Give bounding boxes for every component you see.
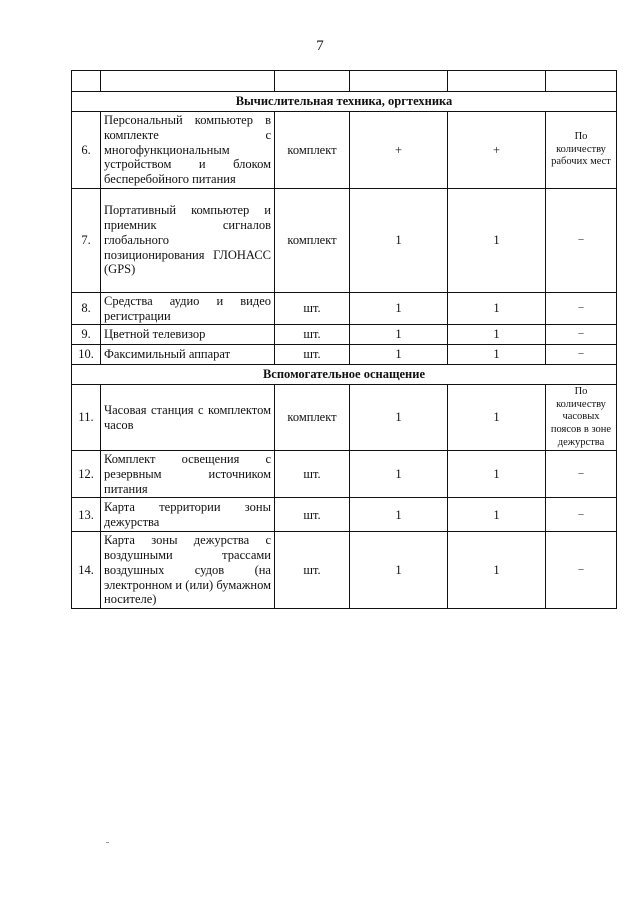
table-row xyxy=(72,451,617,498)
item-name: Средства аудио и видео регистрации xyxy=(101,292,275,325)
page-number: 7 xyxy=(316,38,324,54)
row-number: 13. xyxy=(72,498,101,532)
item-quantity-2: + xyxy=(448,112,546,189)
item-note: – xyxy=(546,325,617,345)
section-row xyxy=(72,92,617,112)
item-quantity-2: 1 xyxy=(448,451,546,498)
item-note: – xyxy=(546,498,617,532)
item-quantity-1: + xyxy=(350,112,448,189)
section-row xyxy=(72,365,617,385)
item-unit: шт. xyxy=(275,532,350,609)
row-number: 11. xyxy=(72,385,101,451)
item-note: – xyxy=(546,292,617,325)
item-quantity-1: 1 xyxy=(350,532,448,609)
row-number: 7. xyxy=(72,188,101,292)
item-quantity-2: 1 xyxy=(448,498,546,532)
item-unit: комплект xyxy=(275,188,350,292)
item-unit: комплект xyxy=(275,385,350,451)
item-quantity-1: 1 xyxy=(350,498,448,532)
equipment-table xyxy=(71,70,617,609)
row-number: 14. xyxy=(72,532,101,609)
item-note: – xyxy=(546,532,617,609)
item-quantity-1: 1 xyxy=(350,345,448,365)
row-number: 12. xyxy=(72,451,101,498)
table-header-row xyxy=(72,71,617,92)
item-quantity-1: 1 xyxy=(350,292,448,325)
item-quantity-2: 1 xyxy=(448,325,546,345)
item-unit: шт. xyxy=(275,451,350,498)
table-row xyxy=(72,112,617,189)
row-number: 9. xyxy=(72,325,101,345)
item-note: По количеству часовых поясов в зоне дежурства xyxy=(546,385,617,451)
item-unit: шт. xyxy=(275,325,350,345)
row-number: 6. xyxy=(72,112,101,189)
table-row xyxy=(72,345,617,365)
table-row xyxy=(72,532,617,609)
table-row xyxy=(72,292,617,325)
scan-mark xyxy=(106,842,109,843)
item-name: Портативный компьютер и приемник сигналов глобального позиционирования ГЛОНАСС (GPS) xyxy=(101,188,275,292)
item-quantity-1: 1 xyxy=(350,325,448,345)
item-note: – xyxy=(546,188,617,292)
item-name: Часовая станция с комплектом часов xyxy=(101,385,275,451)
item-note: По количеству рабочих мест xyxy=(546,112,617,189)
header-cell xyxy=(546,71,617,92)
item-unit: шт. xyxy=(275,292,350,325)
item-name: Персональный компьютер в комплекте с многофункциональным устройством и блоком бесперебойного питания xyxy=(101,112,275,189)
item-unit: комплект xyxy=(275,112,350,189)
table-row xyxy=(72,188,617,292)
item-name: Комплект освещения с резервным источником питания xyxy=(101,451,275,498)
item-quantity-2: 1 xyxy=(448,385,546,451)
item-quantity-2: 1 xyxy=(448,345,546,365)
section-title: Вычислительная техника, оргтехника xyxy=(72,92,617,112)
row-number: 10. xyxy=(72,345,101,365)
item-unit: шт. xyxy=(275,345,350,365)
section-title: Вспомогательное оснащение xyxy=(72,365,617,385)
item-note: – xyxy=(546,345,617,365)
item-quantity-1: 1 xyxy=(350,451,448,498)
table-row xyxy=(72,498,617,532)
row-number: 8. xyxy=(72,292,101,325)
table-row xyxy=(72,325,617,345)
header-cell xyxy=(72,71,101,92)
header-cell xyxy=(448,71,546,92)
item-note: – xyxy=(546,451,617,498)
header-cell xyxy=(101,71,275,92)
item-quantity-1: 1 xyxy=(350,385,448,451)
item-name: Карта зоны дежурства с воздушными трассами воздушных судов (на электронном и (или) бумажном носителе) xyxy=(101,532,275,609)
item-quantity-1: 1 xyxy=(350,188,448,292)
table-row xyxy=(72,385,617,451)
header-cell xyxy=(275,71,350,92)
item-quantity-2: 1 xyxy=(448,188,546,292)
item-quantity-2: 1 xyxy=(448,292,546,325)
item-quantity-2: 1 xyxy=(448,532,546,609)
item-name: Карта территории зоны дежурства xyxy=(101,498,275,532)
item-unit: шт. xyxy=(275,498,350,532)
item-name: Факсимильный аппарат xyxy=(101,345,275,365)
header-cell xyxy=(350,71,448,92)
item-name: Цветной телевизор xyxy=(101,325,275,345)
